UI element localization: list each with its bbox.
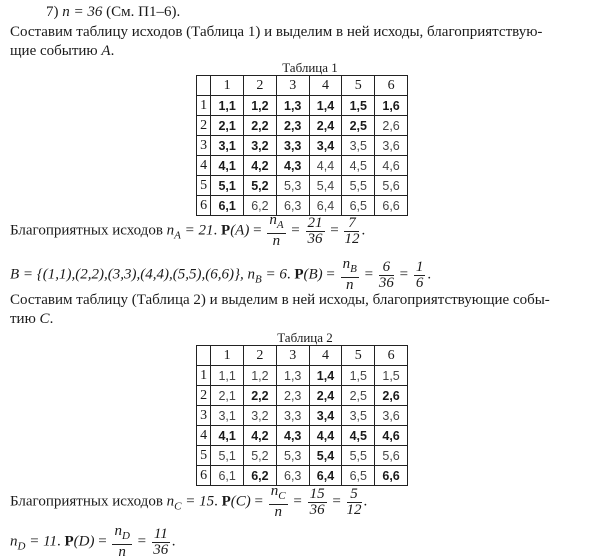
table-row bbox=[197, 176, 408, 196]
prob-arg: (D) bbox=[73, 533, 95, 550]
period: . bbox=[363, 493, 368, 510]
reference: (См. П1–6). bbox=[102, 4, 181, 20]
fraction-21-36 bbox=[306, 216, 325, 247]
equals: = bbox=[94, 533, 111, 550]
prob-arg: (C) bbox=[230, 493, 251, 510]
outcome-cell: 3,3 bbox=[276, 406, 309, 426]
prob-symbol: P bbox=[64, 533, 74, 550]
favorable-outcome-cell: 5,2 bbox=[244, 176, 277, 196]
set-b: B = {(1,1),(2,2),(3,3),(4,4),(5,5),(6,6)}, bbox=[10, 266, 248, 283]
column-header: 1 bbox=[211, 346, 244, 366]
outcome-cell: 1,3 bbox=[276, 366, 309, 386]
column-header: 6 bbox=[375, 76, 408, 96]
n-sub: D bbox=[17, 540, 26, 553]
outcome-cell: 1,5 bbox=[342, 366, 375, 386]
den: 36 bbox=[378, 274, 394, 291]
outcome-cell: 6,3 bbox=[276, 466, 309, 486]
period: . bbox=[171, 533, 176, 550]
favorable-outcome-cell: 1,3 bbox=[276, 96, 309, 116]
outcome-cell: 5,5 bbox=[342, 176, 375, 196]
equals: = bbox=[322, 266, 339, 283]
period: . bbox=[110, 43, 115, 59]
prob-arg: (A) bbox=[230, 222, 250, 239]
favorable-outcome-cell: 3,3 bbox=[276, 136, 309, 156]
fraction-15-36 bbox=[308, 487, 327, 518]
column-header: 1 bbox=[211, 76, 244, 96]
outcome-cell: 6,1 bbox=[211, 466, 244, 486]
outcome-cell: 6,4 bbox=[309, 196, 342, 216]
problem-header bbox=[46, 4, 180, 21]
favorable-outcome-cell: 2,2 bbox=[244, 386, 277, 406]
num: n bbox=[269, 212, 277, 228]
column-header: 5 bbox=[342, 76, 375, 96]
n-value: = 21 bbox=[180, 222, 214, 239]
outcome-cell: 5,2 bbox=[244, 446, 277, 466]
outcome-cell: 2,6 bbox=[375, 116, 408, 136]
favorable-outcome-cell: 4,6 bbox=[375, 426, 408, 446]
equals: = bbox=[249, 222, 266, 239]
n-var: n bbox=[166, 222, 175, 239]
prob-symbol: P bbox=[294, 266, 304, 283]
fraction-5-12 bbox=[347, 487, 362, 518]
num-sub: A bbox=[276, 219, 284, 231]
prob-symbol: P bbox=[221, 493, 231, 510]
paragraph-1-line-1: Составим таблицу исходов (Таблица 1) и выделим в ней исходы, благоприятствую- bbox=[10, 24, 543, 40]
outcome-cell: 3,2 bbox=[244, 406, 277, 426]
favorable-outcome-cell: 2,5 bbox=[342, 116, 375, 136]
n-sub: A bbox=[174, 229, 181, 242]
favorable-outcome-cell: 1,4 bbox=[309, 366, 342, 386]
num: 1 bbox=[415, 258, 424, 275]
fraction-na-n bbox=[267, 213, 285, 249]
table-row bbox=[197, 466, 408, 486]
column-header: 6 bbox=[375, 346, 408, 366]
favorable-outcome-cell: 2,1 bbox=[211, 116, 244, 136]
den: n bbox=[346, 277, 354, 293]
favorable-outcome-cell: 5,1 bbox=[211, 176, 244, 196]
row-header: 1 bbox=[197, 366, 211, 386]
favorable-outcome-cell: 4,1 bbox=[211, 156, 244, 176]
outcome-cell: 1,2 bbox=[244, 366, 277, 386]
num: n bbox=[270, 483, 279, 499]
column-header: 4 bbox=[309, 76, 342, 96]
fraction-nb-n bbox=[341, 257, 359, 293]
equals-2: = bbox=[133, 533, 150, 550]
favorable-outcome-cell: 5,4 bbox=[309, 446, 342, 466]
outcome-cell: 6,6 bbox=[375, 196, 408, 216]
row-header: 2 bbox=[197, 116, 211, 136]
equals-3: = bbox=[326, 222, 343, 239]
n-var: n bbox=[10, 533, 18, 550]
text: щие событию bbox=[10, 43, 102, 59]
outcome-cell: 3,5 bbox=[342, 406, 375, 426]
equals-2: = bbox=[287, 222, 304, 239]
favorable-outcome-cell: 4,3 bbox=[276, 426, 309, 446]
num: 6 bbox=[379, 260, 394, 276]
table-row bbox=[197, 116, 408, 136]
n-equation: n = 36 bbox=[62, 4, 103, 20]
outcome-cell: 5,1 bbox=[211, 446, 244, 466]
num-sub: B bbox=[350, 263, 357, 275]
corner-cell bbox=[197, 76, 211, 96]
fraction-nd-n bbox=[112, 524, 131, 560]
favorable-outcome-cell: 1,2 bbox=[244, 96, 277, 116]
den: n bbox=[118, 544, 126, 560]
favorable-outcome-cell: 4,3 bbox=[276, 156, 309, 176]
row-header: 5 bbox=[197, 446, 211, 466]
favorable-outcome-cell: 3,1 bbox=[211, 136, 244, 156]
favorable-outcome-cell: 2,4 bbox=[309, 116, 342, 136]
favorable-outcome-cell: 1,1 bbox=[211, 96, 244, 116]
dot: . bbox=[214, 493, 222, 510]
n-value: = 11 bbox=[25, 533, 57, 550]
table-row bbox=[197, 446, 408, 466]
outcome-cell: 1,5 bbox=[375, 366, 408, 386]
row-header: 4 bbox=[197, 156, 211, 176]
outcome-cell: 6,5 bbox=[342, 466, 375, 486]
result-c bbox=[10, 484, 367, 520]
n-sub: B bbox=[254, 273, 262, 286]
favorable-outcome-cell: 2,4 bbox=[309, 386, 342, 406]
row-header: 5 bbox=[197, 176, 211, 196]
num-sub: D bbox=[121, 530, 130, 542]
table-row bbox=[197, 426, 408, 446]
n-value: = 15 bbox=[181, 493, 215, 510]
outcomes-table-2 bbox=[196, 345, 408, 486]
dot: . bbox=[56, 533, 65, 550]
table-row bbox=[197, 156, 408, 176]
n-var: n bbox=[166, 493, 175, 510]
event-c: C bbox=[39, 311, 50, 327]
row-header: 3 bbox=[197, 136, 211, 156]
table-row bbox=[197, 96, 408, 116]
favorable-outcome-cell: 1,5 bbox=[342, 96, 375, 116]
table-row bbox=[197, 366, 408, 386]
fraction-nc-n bbox=[269, 484, 288, 520]
fraction-11-36 bbox=[152, 527, 170, 558]
prob-arg: (B) bbox=[303, 266, 323, 283]
den: 36 bbox=[153, 541, 169, 558]
favorable-outcome-cell: 4,2 bbox=[244, 426, 277, 446]
table-row bbox=[197, 136, 408, 156]
favorable-outcome-cell: 3,2 bbox=[244, 136, 277, 156]
favorable-outcome-cell: 1,4 bbox=[309, 96, 342, 116]
favorable-outcome-cell: 6,1 bbox=[211, 196, 244, 216]
num: 11 bbox=[153, 525, 168, 542]
favorable-outcome-cell: 3,4 bbox=[309, 406, 342, 426]
row-header: 3 bbox=[197, 406, 211, 426]
outcome-cell: 5,6 bbox=[375, 446, 408, 466]
equals: = bbox=[250, 493, 267, 510]
favorable-outcome-cell: 1,6 bbox=[375, 96, 408, 116]
equals-2: = bbox=[289, 493, 306, 510]
event-a: A bbox=[101, 43, 111, 59]
paragraph-1-line-2 bbox=[10, 43, 114, 60]
favorable-outcome-cell: 6,2 bbox=[244, 466, 277, 486]
outcome-cell: 5,4 bbox=[309, 176, 342, 196]
row-header: 4 bbox=[197, 426, 211, 446]
n-sub: C bbox=[174, 500, 182, 513]
den: n bbox=[274, 504, 282, 520]
header-row bbox=[197, 346, 408, 366]
favorable-outcome-cell: 6,6 bbox=[375, 466, 408, 486]
outcome-cell: 6,5 bbox=[342, 196, 375, 216]
dot: . bbox=[286, 266, 295, 283]
favorable-outcome-cell: 3,4 bbox=[309, 136, 342, 156]
result-label: Благоприятных исходов bbox=[10, 493, 167, 510]
den: 12 bbox=[344, 230, 360, 247]
fraction-6-36 bbox=[379, 260, 394, 291]
problem-number: 7) bbox=[46, 4, 63, 20]
result-a bbox=[10, 213, 365, 249]
outcome-cell: 1,1 bbox=[211, 366, 244, 386]
header-row bbox=[197, 76, 408, 96]
outcome-cell: 2,3 bbox=[276, 386, 309, 406]
paragraph-2-line-2 bbox=[10, 311, 53, 328]
dot: . bbox=[213, 222, 222, 239]
den: 36 bbox=[309, 501, 325, 518]
favorable-outcome-cell: 4,5 bbox=[342, 426, 375, 446]
favorable-outcome-cell: 2,3 bbox=[276, 116, 309, 136]
row-header: 1 bbox=[197, 96, 211, 116]
den: 6 bbox=[415, 274, 424, 291]
row-header: 2 bbox=[197, 386, 211, 406]
column-header: 5 bbox=[342, 346, 375, 366]
outcome-cell: 3,5 bbox=[342, 136, 375, 156]
favorable-outcome-cell: 4,4 bbox=[309, 426, 342, 446]
table-row bbox=[197, 386, 408, 406]
num: 7 bbox=[344, 216, 359, 232]
prob-symbol: P bbox=[221, 222, 231, 239]
column-header: 3 bbox=[276, 76, 309, 96]
period: . bbox=[427, 266, 432, 283]
favorable-outcome-cell: 2,6 bbox=[375, 386, 408, 406]
num: n bbox=[342, 256, 351, 272]
outcome-cell: 6,3 bbox=[276, 196, 309, 216]
n-var: n bbox=[247, 266, 255, 283]
table-1-caption: Таблица 1 bbox=[282, 60, 338, 75]
num-sub: C bbox=[278, 490, 286, 502]
num: 21 bbox=[307, 214, 323, 231]
outcome-cell: 6,2 bbox=[244, 196, 277, 216]
favorable-outcome-cell: 4,2 bbox=[244, 156, 277, 176]
outcome-cell: 5,5 bbox=[342, 446, 375, 466]
outcome-cell: 3,1 bbox=[211, 406, 244, 426]
outcome-cell: 2,1 bbox=[211, 386, 244, 406]
result-label: Благоприятных исходов bbox=[10, 222, 167, 239]
outcome-cell: 4,5 bbox=[342, 156, 375, 176]
column-header: 2 bbox=[244, 76, 277, 96]
n-value: = 6 bbox=[261, 266, 287, 283]
outcome-cell: 5,6 bbox=[375, 176, 408, 196]
num: 15 bbox=[309, 485, 325, 502]
equals-3: = bbox=[328, 493, 345, 510]
equals-3: = bbox=[395, 266, 412, 283]
table-2-caption: Таблица 2 bbox=[277, 330, 333, 345]
fraction-1-6 bbox=[414, 260, 426, 291]
equals-2: = bbox=[360, 266, 377, 283]
outcome-cell: 3,6 bbox=[375, 406, 408, 426]
outcome-cell: 4,4 bbox=[309, 156, 342, 176]
text: тию bbox=[10, 311, 40, 327]
period: . bbox=[361, 222, 366, 239]
period: . bbox=[49, 311, 54, 327]
fraction-7-12 bbox=[344, 216, 359, 247]
outcome-cell: 2,5 bbox=[342, 386, 375, 406]
favorable-outcome-cell: 6,4 bbox=[309, 466, 342, 486]
row-header: 6 bbox=[197, 196, 211, 216]
result-d bbox=[10, 524, 176, 560]
outcome-cell: 4,6 bbox=[375, 156, 408, 176]
den: n bbox=[272, 233, 281, 249]
num: 5 bbox=[347, 487, 362, 503]
paragraph-2-line-1: Составим таблицу (Таблица 2) и выделим в ней исходы, благоприятствующие собы- bbox=[10, 292, 550, 308]
num: n bbox=[114, 523, 122, 539]
den: 12 bbox=[346, 501, 362, 518]
outcome-cell: 3,6 bbox=[375, 136, 408, 156]
favorable-outcome-cell: 4,1 bbox=[211, 426, 244, 446]
column-header: 3 bbox=[276, 346, 309, 366]
table-row bbox=[197, 406, 408, 426]
outcomes-table-1 bbox=[196, 75, 408, 216]
corner-cell bbox=[197, 346, 211, 366]
outcome-cell: 5,3 bbox=[276, 176, 309, 196]
row-header: 6 bbox=[197, 466, 211, 486]
den: 36 bbox=[307, 230, 323, 247]
column-header: 2 bbox=[244, 346, 277, 366]
outcome-cell: 5,3 bbox=[276, 446, 309, 466]
column-header: 4 bbox=[309, 346, 342, 366]
result-b bbox=[10, 257, 431, 293]
favorable-outcome-cell: 2,2 bbox=[244, 116, 277, 136]
